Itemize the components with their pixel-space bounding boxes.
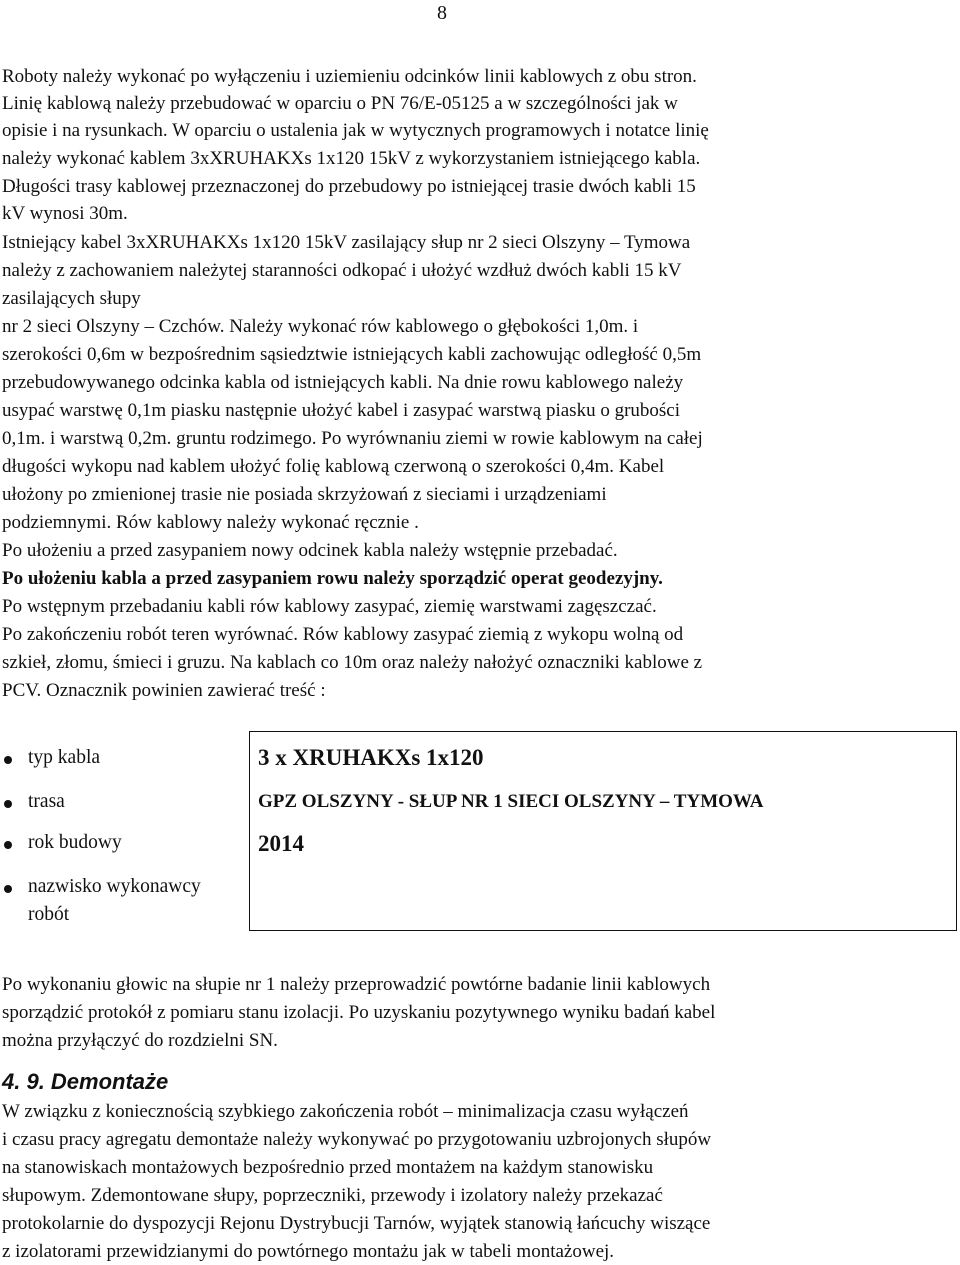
text-line: należy z zachowaniem należytej staranności odkopać i ułożyć wzdłuż dwóch kabli 15 kV [2, 260, 682, 281]
text-line: ułożony po zmienionej trasie nie posiada skrzyżowań z sieciami i urządzeniami [2, 484, 607, 505]
text-line: Po ułożeniu a przed zasypaniem nowy odcinek kabla należy wstępnie przebadać. [2, 540, 618, 561]
text-line: 0,1m. i warstwą 0,2m. gruntu rodzimego. Po wyrównaniu ziemi w rowie kablowym na całej [2, 428, 703, 449]
box-cable-type: 3 x XRUHAKXs 1x120 [258, 745, 484, 770]
text-line: nr 2 sieci Olszyny – Czchów. Należy wykonać rów kablowego o głębokości 1,0m. i [2, 316, 639, 337]
bullet-icon [4, 800, 12, 808]
text-line: Po zakończeniu robót teren wyrównać. Rów kablowy zasypać ziemią z wykopu wolną od [2, 624, 684, 645]
text-line: na stanowiskach montażowych bezpośrednio przed montażem na każdym stanowisku [2, 1157, 654, 1178]
bullet-icon [4, 841, 12, 849]
list-item: nazwisko wykonawcy [28, 876, 201, 897]
text-line: podziemnymi. Rów kablowy należy wykonać ręcznie . [2, 512, 419, 533]
text-line: zasilających słupy [2, 288, 141, 309]
bullet-icon [4, 885, 12, 893]
list-item: rok budowy [28, 832, 122, 853]
text-line: usypać warstwę 0,1m piasku następnie ułożyć kabel i zasypać warstwą piasku o grubości [2, 400, 680, 421]
text-line: opisie i na rysunkach. W oparciu o ustalenia jak w wytycznych programowych i notatce linię [2, 120, 709, 141]
text-line: Po wykonaniu głowic na słupie nr 1 należy przeprowadzić powtórne badanie linii kablowych [2, 974, 711, 995]
text-line: W związku z koniecznością szybkiego zakończenia robót – minimalizacja czasu wyłączeń [2, 1101, 689, 1122]
text-line: Roboty należy wykonać po wyłączeniu i uziemieniu odcinków linii kablowych z obu stron. [2, 66, 697, 87]
text-line: Długości trasy kablowej przeznaczonej do przebudowy po istniejącej trasie dwóch kabli 15 [2, 176, 696, 197]
text-line: Istniejący kabel 3xXRUHAKXs 1x120 15kV zasilający słup nr 2 sieci Olszyny – Tymowa [2, 232, 691, 253]
text-line: PCV. Oznacznik powinien zawierać treść : [2, 680, 326, 701]
text-line: Po wstępnym przebadaniu kabli rów kablowy zasypać, ziemię warstwami zagęszczać. [2, 596, 657, 617]
text-line: należy wykonać kablem 3xXRUHAKXs 1x120 15kV z wykorzystaniem istniejącego kabla. [2, 148, 701, 169]
text-line: i czasu pracy agregatu demontaże należy wykonywać po przygotowaniu uzbrojonych słupów [2, 1129, 712, 1150]
box-route: GPZ OLSZYNY - SŁUP NR 1 SIECI OLSZYNY – TYMOWA [258, 791, 764, 812]
text-line: sporządzić protokół z pomiaru stanu izolacji. Po uzyskaniu pozytywnego wyniku badań kabel [2, 1002, 716, 1023]
list-item: trasa [28, 791, 65, 812]
text-line: można przyłączyć do rozdzielni SN. [2, 1030, 278, 1051]
text-line: kV wynosi 30m. [2, 203, 128, 224]
text-line: z izolatorami przewidzianymi do powtórnego montażu jak w tabeli montażowej. [2, 1241, 615, 1262]
text-line: długości wykopu nad kablem ułożyć folię kablową czerwoną o szerokości 0,4m. Kabel [2, 456, 665, 477]
text-line: szerokości 0,6m w bezpośrednim sąsiedztwie istniejących kabli zachowując odległość 0,5m [2, 344, 702, 365]
bullet-icon [4, 756, 12, 764]
text-line: przebudowywanego odcinka kabla od istniejących kabli. Na dnie rowu kablowego należy [2, 372, 684, 393]
list-item: typ kabla [28, 747, 101, 768]
page-number: 8 [437, 2, 447, 24]
text-line: protokolarnie do dyspozycji Rejonu Dystrybucji Tarnów, wyjątek stanowią łańcuchy wiszące [2, 1213, 711, 1234]
section-heading: 4. 9. Demontaże [2, 1069, 169, 1094]
text-line: szkieł, złomu, śmieci i gruzu. Na kablach co 10m oraz należy nałożyć oznaczniki kablowe z [2, 652, 703, 673]
bold-instruction: Po ułożeniu kabla a przed zasypaniem rowu należy sporządzić operat geodezyjny. [2, 568, 663, 589]
list-item: robót [28, 904, 70, 925]
text-line: Linię kablową należy przebudować w oparciu o PN 76/E-05125 a w szczególności jak w [2, 93, 678, 114]
box-year: 2014 [258, 831, 304, 856]
text-line: słupowym. Zdemontowane słupy, poprzeczniki, przewody i izolatory należy przekazać [2, 1185, 663, 1206]
